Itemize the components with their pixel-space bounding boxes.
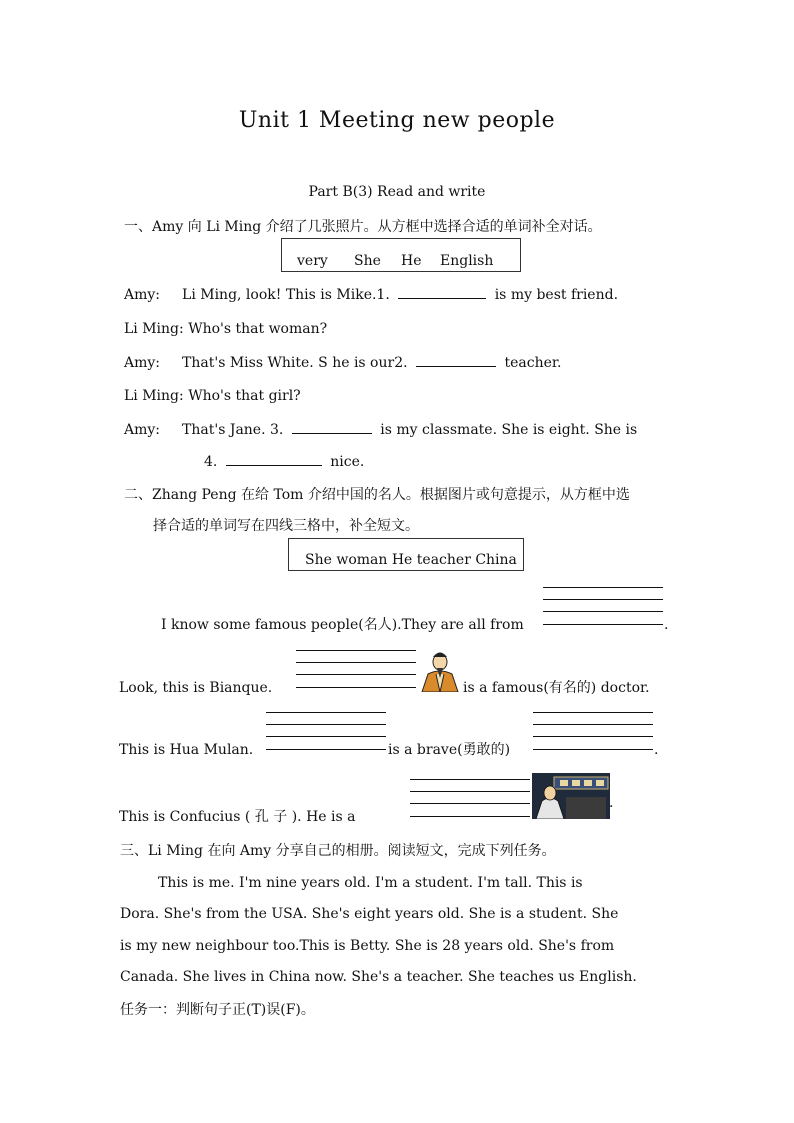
four-line-grid-3[interactable] (266, 712, 386, 750)
sentence-3-mid: is a brave(勇敢的) (388, 742, 511, 758)
section2-word-box (288, 538, 524, 571)
sentence-3-start: This is Hua Mulan. (119, 742, 254, 758)
passage-line-4: Canada. She lives in China now. She's a teacher. She teaches us English. (120, 969, 637, 985)
bianque-picture-icon (418, 648, 462, 692)
dialogue-line-1 (124, 286, 618, 304)
sentence-1-end: . (664, 617, 669, 633)
word-list: She woman He teacher China (305, 552, 517, 568)
sentence-2-start: Look, this is Bianque. (119, 680, 273, 696)
section3-instruction: 三、Li Ming 在向 Amy 分享自己的相册。阅读短文，完成下列任务。 (120, 843, 556, 859)
line-text: is my best friend. (494, 287, 619, 303)
page-subtitle: Part B(3) Read and write (308, 184, 486, 200)
section2-instruction-2: 择合适的单词写在四线三格中，补全短文。 (153, 518, 419, 534)
sentence-3-end: . (654, 742, 659, 758)
sentence-2-end: is a famous(有名的) doctor. (463, 680, 650, 696)
dialogue-line-3 (124, 354, 561, 372)
four-line-grid-4[interactable] (533, 712, 653, 750)
speaker: Li Ming: (124, 388, 184, 404)
speaker: Li Ming: (124, 321, 184, 337)
speaker: Amy: (124, 422, 161, 438)
section2-instruction-1: 二、Zhang Peng 在给 Tom 介绍中国的名人。根据图片或句意提示，从方框中选 (124, 487, 630, 503)
page-title: Unit 1 Meeting new people (238, 108, 556, 133)
passage-line-2: Dora. She's from the USA. She's eight years old. She is a student. She (120, 906, 619, 922)
four-line-grid-5[interactable] (410, 779, 530, 817)
passage-line-1: This is me. I'm nine years old. I'm a student. I'm tall. This is (158, 875, 583, 891)
sentence-4-end: . (609, 795, 614, 811)
line-text: Who's that girl? (188, 388, 301, 404)
word-english: English (440, 253, 494, 269)
dialogue-line-4 (124, 387, 301, 405)
blank-1[interactable] (398, 286, 486, 299)
line-text: teacher. (504, 355, 562, 371)
dialogue-line-2 (124, 320, 327, 338)
four-line-grid-2[interactable] (296, 650, 416, 688)
line-text: That's Miss White. S he is our2. (182, 355, 408, 371)
line-text: is my classmate. She is eight. She is (380, 422, 638, 438)
line-text: That's Jane. 3. (182, 422, 284, 438)
word-very: very (297, 253, 328, 269)
confucius-picture-icon (532, 773, 610, 819)
task-1-heading: 任务一：判断句子正(T)误(F)。 (120, 1002, 315, 1018)
blank-3[interactable] (292, 421, 372, 434)
four-line-grid-1[interactable] (543, 587, 663, 625)
line-text: 4. (204, 454, 218, 470)
word-she: She (354, 253, 381, 269)
speaker: Amy: (124, 287, 161, 303)
sentence-4-start: This is Confucius ( 孔 子 ). He is a (119, 809, 356, 825)
section1-word-box (281, 238, 521, 272)
blank-2[interactable] (416, 354, 496, 367)
line-text: Who's that woman? (188, 321, 328, 337)
dialogue-line-6 (204, 453, 364, 471)
word-he: He (401, 253, 422, 269)
dialogue-line-5 (124, 421, 637, 439)
section1-instruction: 一、Amy 向 Li Ming 介绍了几张照片。从方框中选择合适的单词补全对话。 (124, 219, 602, 235)
line-text: nice. (330, 454, 365, 470)
speaker: Amy: (124, 355, 161, 371)
blank-4[interactable] (226, 453, 322, 466)
line-text: Li Ming, look! This is Mike.1. (182, 287, 390, 303)
passage-line-3: is my new neighbour too.This is Betty. She is 28 years old. She's from (120, 938, 615, 954)
sentence-1: I know some famous people(名人).They are all from (161, 617, 524, 633)
